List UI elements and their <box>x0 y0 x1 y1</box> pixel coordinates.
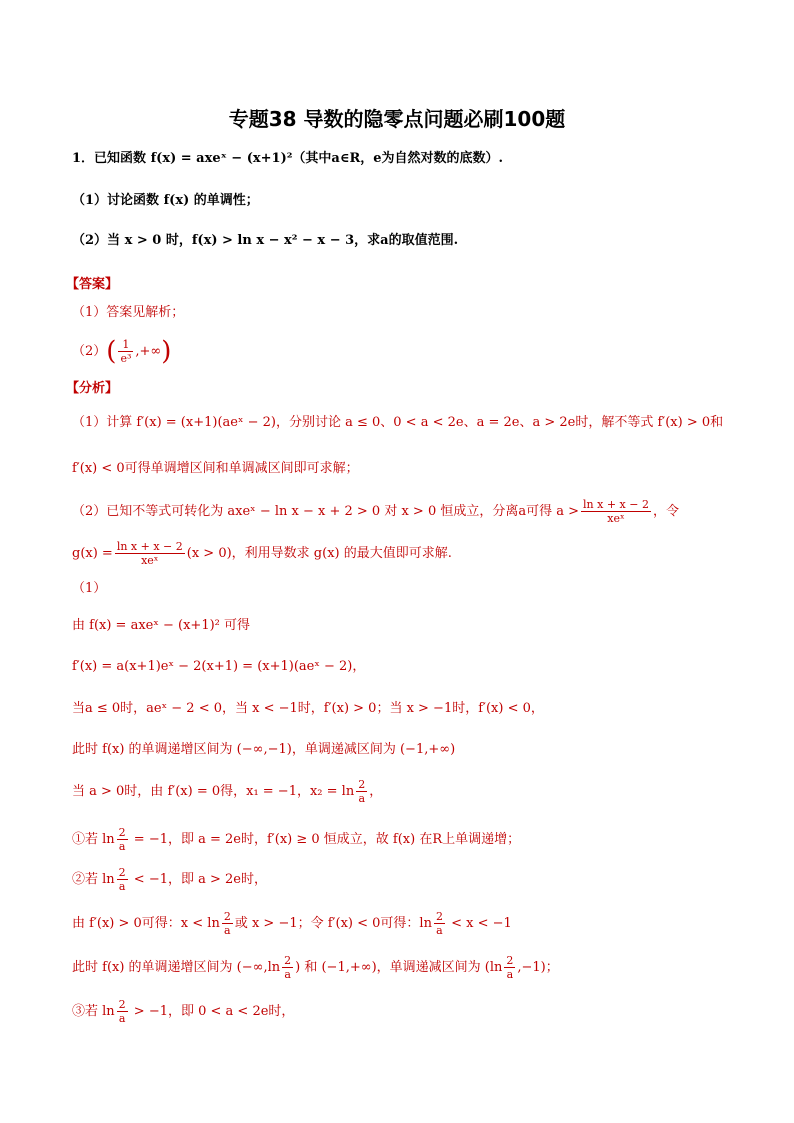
answer-label: 【答案】 <box>66 277 119 292</box>
analysis-1b: f′(x) < 0可得单调增区间和单调减区间即可求解； <box>72 461 359 476</box>
answer-part-2: （2）( $\frac{1}{\text{e³}}$ ,+∞) <box>72 336 172 367</box>
answer-2-fraction: $\frac{1}{\text{e³}}$ <box>120 338 132 365</box>
solution-line-5: 当 a > 0时，由 f′(x) = 0得，x₁ = −1，x₂ = ln $\frac{2}{a}$ ， <box>72 778 383 805</box>
solution-line-1: 由 f(x) = axeˣ − (x+1)² 可得 <box>72 618 251 633</box>
solution-line-9: 此时 f(x) 的单调递增区间为 (−∞,ln $\frac{2}{a}$ ) 和 (−1,+∞)，单调递减区间为 (ln $\frac{2}{a}$ ,−1)； <box>72 954 559 981</box>
answer-2-prefix: （2） <box>72 344 107 359</box>
solution-line-3: 当a ≤ 0时，aeˣ − 2 < 0，当 x < −1时，f′(x) > 0；当 x > −1时，f′(x) < 0， <box>72 701 544 716</box>
analysis-label: 【分析】 <box>66 381 119 396</box>
page-title: 专题38 导数的隐零点问题必刷100题 <box>228 107 566 131</box>
solution-label: （1） <box>72 581 107 596</box>
solution-line-2: f′(x) = a(x+1)eˣ − 2(x+1) = (x+1)(aeˣ − 2)， <box>72 659 366 674</box>
analysis-2a: （2）已知不等式可转化为 axeˣ − ln x − x + 2 > 0 对 x > 0 恒成立，分离a可得 a > $\frac{\text{ln x + x − 2}}{\text{xeˣ}}$ ，令 <box>72 498 679 525</box>
problem-statement: 1．已知函数 f(x) = axeˣ − (x+1)²（其中a∈R，e为自然对数的底数）. <box>72 151 504 166</box>
solution-line-10: ③若 ln $\frac{2}{a}$ > −1，即 0 < a < 2e时， <box>72 998 295 1025</box>
analysis-1a: （1）计算 f′(x) = (x+1)(aeˣ − 2)，分别讨论 a ≤ 0、0 < a < 2e、a = 2e、a > 2e时，解不等式 f′(x) > 0和 <box>72 415 724 430</box>
solution-line-4: 此时 f(x) 的单调递增区间为 (−∞,−1)，单调递减区间为 (−1,+∞) <box>72 742 456 757</box>
analysis-2b: g(x) = $\frac{\text{ln x + x − 2}}{\text{xeˣ}}$ (x > 0)，利用导数求 g(x) 的最大值即可求解. <box>72 540 452 567</box>
problem-part-2: （2）当 x > 0 时，f(x) > ln x − x² − x − 3，求a的取值范围. <box>72 233 459 248</box>
answer-2-tail: ,+∞ <box>135 344 162 359</box>
solution-line-6: ①若 ln $\frac{2}{a}$ = −1，即 a = 2e时，f′(x) ≥ 0 恒成立，故 f(x) 在R上单调递增； <box>72 826 521 853</box>
problem-part-1: （1）讨论函数 f(x) 的单调性； <box>72 193 259 208</box>
answer-part-1: （1）答案见解析； <box>72 305 185 320</box>
solution-line-8: 由 f′(x) > 0可得：x < ln $\frac{2}{a}$ 或 x > −1；令 f′(x) < 0可得：ln $\frac{2}{a}$ < x < −1 <box>72 910 512 937</box>
solution-line-7: ②若 ln $\frac{2}{a}$ < −1，即 a > 2e时， <box>72 866 267 893</box>
